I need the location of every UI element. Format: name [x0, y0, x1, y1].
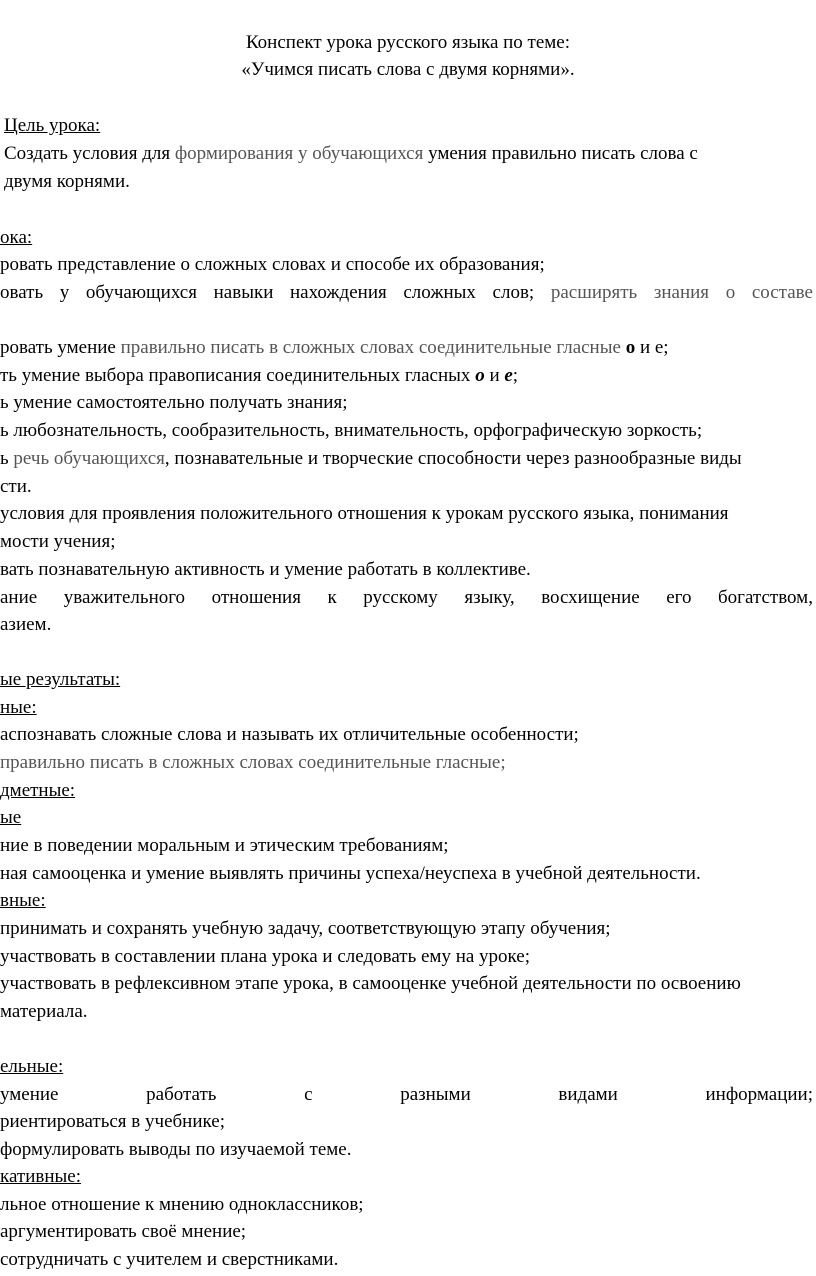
task-7-rest: , познавательные и творческие способности через разнообразные виды — [164, 448, 742, 469]
task-10-word: богатством, — [718, 587, 813, 608]
task-item-10-cont: азием. — [0, 614, 52, 635]
personal-result-1: ние в поведении моральным и этическим требованиям; — [0, 835, 449, 856]
task-10-word: к — [327, 587, 337, 608]
task-10-word: отношения — [211, 587, 301, 608]
cognitive-1-word: разными — [400, 1084, 471, 1105]
communicative-result-1: льное отношение к мнению одноклассников; — [0, 1194, 364, 1215]
task-2-word: слов; — [492, 282, 535, 303]
task-item-5: ь умение самостоятельно получать знания; — [0, 392, 348, 413]
goal-text-line-2: двумя корнями. — [4, 171, 130, 192]
task-4-text: ть умение выбора правописания соединительных гласных — [0, 365, 476, 386]
task-10-word: уважительного — [63, 587, 186, 608]
task-10-word: русскому — [363, 587, 438, 608]
task-3-end: ; — [663, 337, 669, 358]
regulative-results-heading: вные: — [0, 890, 46, 911]
subject-results-heading: ные: — [0, 697, 37, 718]
meta-results-heading: дметные: — [0, 780, 76, 801]
goal-text-gray: формирования у обучающихся — [174, 143, 424, 164]
task-2-word: знания — [653, 282, 710, 303]
cognitive-result-1 — [0, 1083, 813, 1107]
task-2-word: овать — [0, 282, 44, 303]
goal-heading: Цель урока: — [4, 115, 101, 136]
regulative-result-3-cont: материала. — [0, 1001, 88, 1022]
regulative-result-3: участвовать в рефлексивном этапе урока, в самооценке учебной деятельности по освоению — [0, 973, 741, 994]
task-3-text: ровать умение — [0, 337, 121, 358]
document-title-line-1: Конспект урока русского языка по теме: — [245, 32, 571, 53]
task-item-7 — [0, 447, 742, 471]
task-3-gray: правильно писать в сложных словах соединительные гласные — [120, 337, 621, 358]
goal-text-a: Создать условия для — [4, 143, 175, 164]
subject-result-1: аспознавать сложные слова и называть их отличительные особенности; — [0, 724, 579, 745]
tasks-heading: ока: — [0, 227, 33, 248]
cognitive-1-word: умение — [0, 1084, 59, 1105]
task-4-and: и — [484, 365, 505, 386]
personal-results-heading: ые — [0, 807, 22, 828]
task-10-word: ание — [0, 587, 38, 608]
task-2-word: обучающихся — [85, 282, 197, 303]
task-item-10 — [0, 586, 813, 610]
task-item-1: ровать представление о сложных словах и способе их образования; — [0, 254, 545, 275]
task-10-word: языку, — [464, 587, 515, 608]
cognitive-1-word: видами — [558, 1084, 618, 1105]
cognitive-1-word: с — [304, 1084, 313, 1105]
task-2-word: расширять — [550, 282, 638, 303]
task-2-word: о — [725, 282, 736, 303]
task-4-letter-o: о — [475, 365, 485, 386]
task-10-word: его — [666, 587, 692, 608]
task-item-4 — [0, 364, 518, 388]
task-2-word: составе — [751, 282, 813, 303]
task-2-word: навыки — [213, 282, 274, 303]
task-item-9: вать познавательную активность и умение работать в коллективе. — [0, 559, 531, 580]
goal-text-b: умения правильно писать слова с — [423, 143, 698, 164]
task-3-letter-e: е — [654, 337, 664, 358]
task-item-6: ь любознательность, сообразительность, внимательность, орфографическую зоркость; — [0, 420, 703, 441]
task-7-text: ь — [0, 448, 14, 469]
cognitive-results-heading: ельные: — [0, 1056, 64, 1077]
cognitive-1-word: работать — [146, 1084, 217, 1105]
results-heading: ые результаты: — [0, 669, 121, 690]
goal-text-line-1 — [4, 142, 812, 166]
task-3-and: и — [635, 337, 655, 358]
communicative-result-2: аргументировать своё мнение; — [0, 1221, 247, 1242]
subject-result-2: правильно писать в сложных словах соединительные гласные; — [0, 752, 506, 773]
task-item-8: условия для проявления положительного отношения к урокам русского языка, понимания — [0, 503, 729, 524]
task-item-3 — [0, 336, 669, 360]
communicative-result-3: сотрудничать с учителем и сверстниками. — [0, 1249, 339, 1270]
cognitive-result-3: формулировать выводы по изучаемой теме. — [0, 1139, 352, 1160]
task-item-8-cont: мости учения; — [0, 531, 116, 552]
document-title-line-2: «Учимся писать слова с двумя корнями». — [241, 59, 575, 80]
communicative-results-heading: кативные: — [0, 1166, 81, 1187]
cognitive-result-2: риентироваться в учебнике; — [0, 1111, 225, 1132]
task-3-letter-o: о — [625, 337, 636, 358]
task-item-2 — [0, 281, 813, 305]
task-7-gray: речь обучающихся — [13, 448, 165, 469]
task-4-letter-e: е — [504, 365, 513, 386]
task-item-7-cont: сти. — [0, 476, 32, 497]
personal-result-2: ная самооценка и умение выявлять причины успеха/неуспеха в учебной деятельности. — [0, 863, 701, 884]
task-2-word: нахождения — [290, 282, 387, 303]
regulative-result-2: участвовать в составлении плана урока и следовать ему на уроке; — [0, 946, 531, 967]
task-10-word: восхищение — [541, 587, 640, 608]
regulative-result-1: принимать и сохранять учебную задачу, соответствующую этапу обучения; — [0, 918, 611, 939]
cognitive-1-word: информации; — [705, 1084, 813, 1105]
task-4-end: ; — [512, 365, 519, 386]
task-2-word: у — [59, 282, 70, 303]
task-2-word: сложных — [403, 282, 476, 303]
